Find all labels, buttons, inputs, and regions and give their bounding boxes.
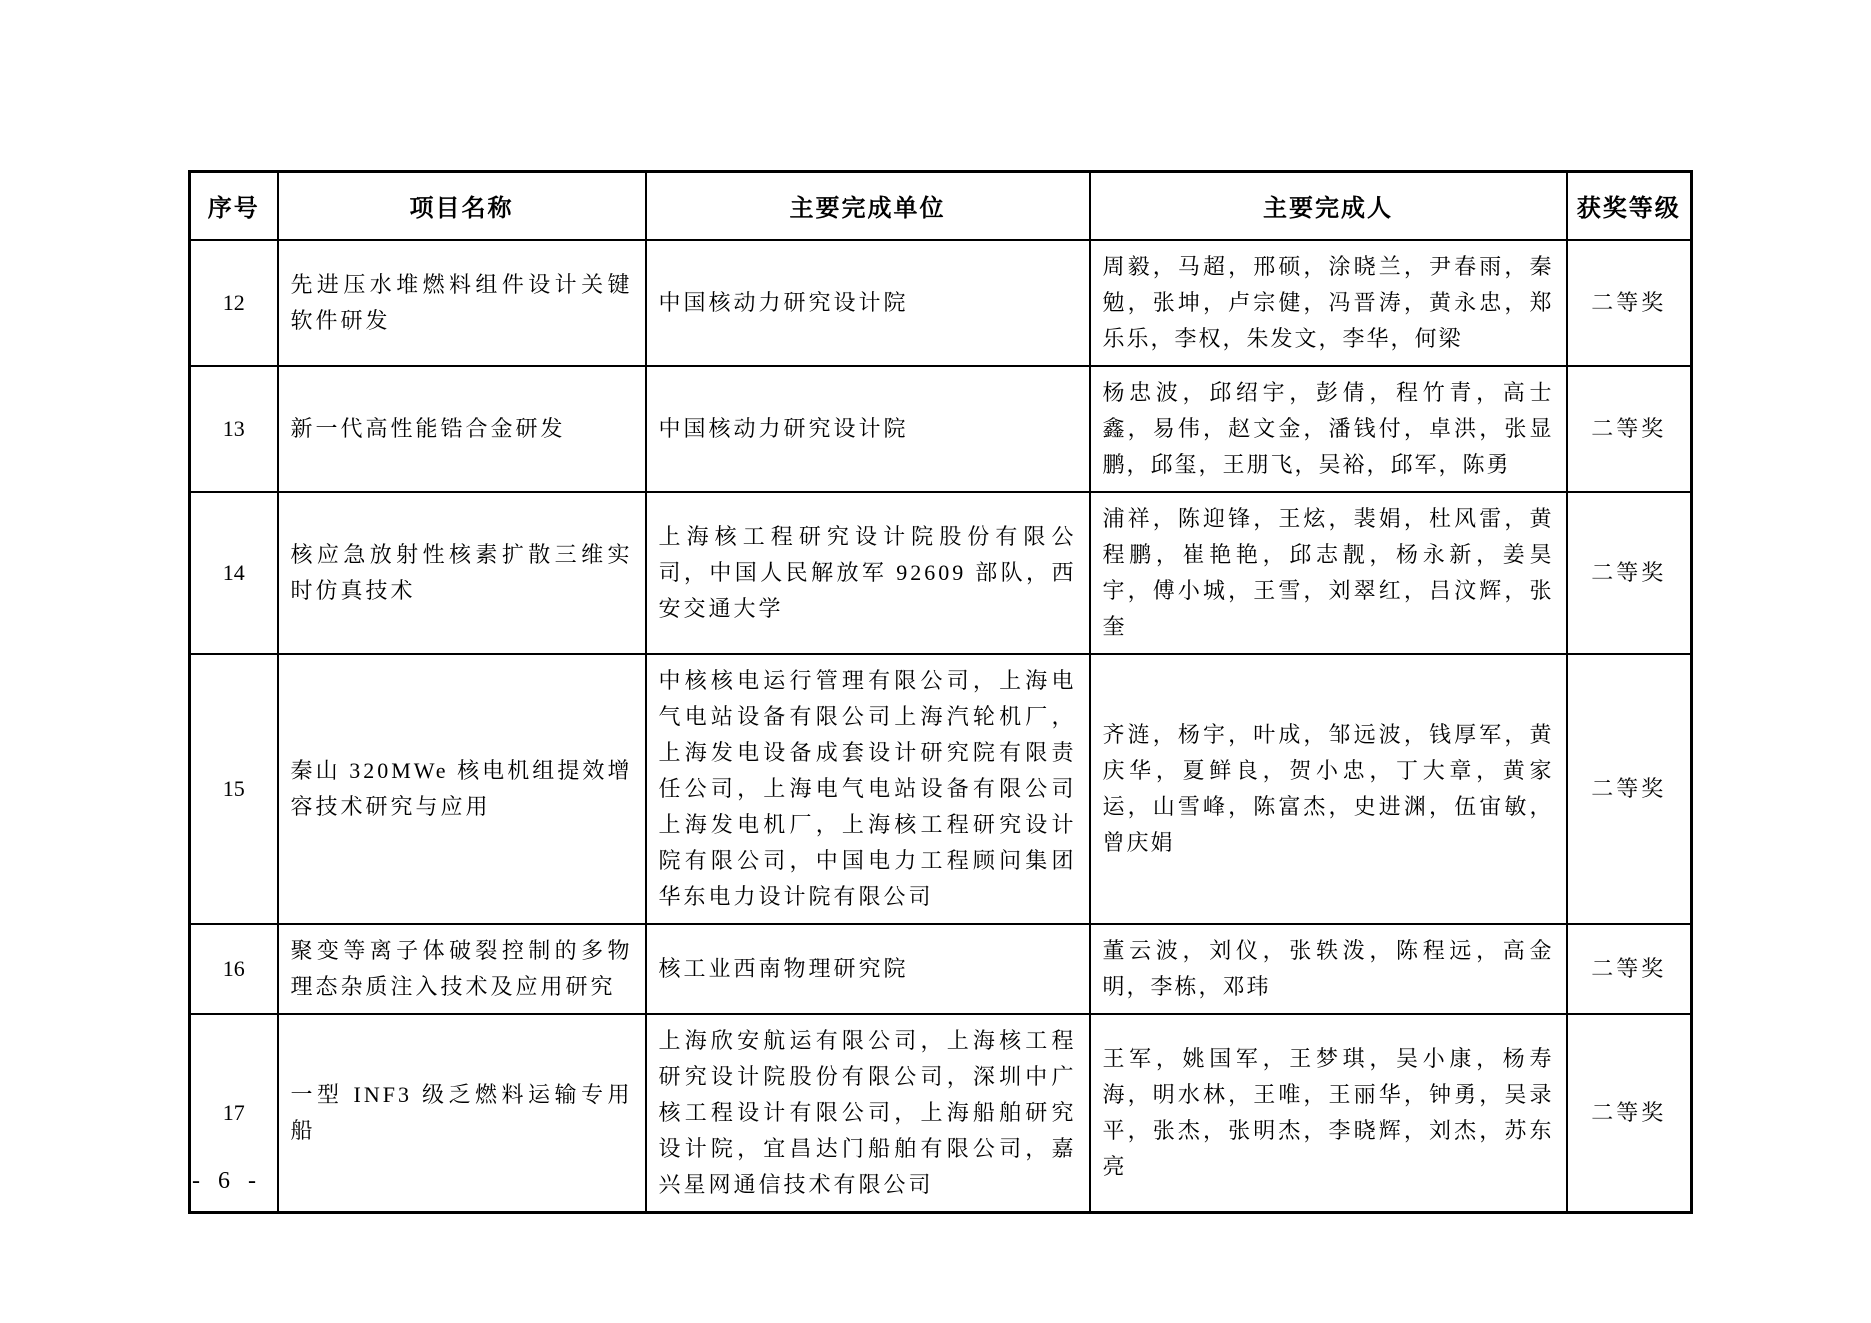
column-header-award-level: 获奖等级 bbox=[1567, 172, 1692, 240]
cell-project-name: 一型 INF3 级乏燃料运输专用船 bbox=[278, 1014, 646, 1213]
column-header-main-contributors: 主要完成人 bbox=[1090, 172, 1567, 240]
table-row bbox=[190, 240, 1692, 366]
cell-serial-number: 14 bbox=[190, 492, 278, 654]
cell-award-level: 二等奖 bbox=[1567, 366, 1692, 492]
cell-main-contributors: 周毅，马超，邢硕，涂晓兰，尹春雨，秦勉，张坤，卢宗健，冯晋涛，黄永忠，郑乐乐，李权，朱发文，李华，何梁 bbox=[1090, 240, 1567, 366]
table-row bbox=[190, 1014, 1692, 1213]
cell-serial-number: 15 bbox=[190, 654, 278, 924]
page-number: - 6 - bbox=[192, 1168, 262, 1194]
cell-main-units: 核工业西南物理研究院 bbox=[646, 924, 1090, 1014]
cell-main-units: 中核核电运行管理有限公司，上海电气电站设备有限公司上海汽轮机厂，上海发电设备成套设计研究院有限责任公司，上海电气电站设备有限公司上海发电机厂，上海核工程研究设计院有限公司，中国电力工程顾问集团华东电力设计院有限公司 bbox=[646, 654, 1090, 924]
cell-award-level: 二等奖 bbox=[1567, 654, 1692, 924]
awards-table bbox=[188, 170, 1693, 1214]
cell-main-units: 中国核动力研究设计院 bbox=[646, 240, 1090, 366]
cell-project-name: 先进压水堆燃料组件设计关键软件研发 bbox=[278, 240, 646, 366]
table-row bbox=[190, 654, 1692, 924]
cell-main-units: 上海欣安航运有限公司，上海核工程研究设计院股份有限公司，深圳中广核工程设计有限公司，上海船舶研究设计院，宜昌达门船舶有限公司，嘉兴星网通信技术有限公司 bbox=[646, 1014, 1090, 1213]
cell-award-level: 二等奖 bbox=[1567, 240, 1692, 366]
cell-serial-number: 17 bbox=[190, 1014, 278, 1213]
cell-main-units: 上海核工程研究设计院股份有限公司，中国人民解放军 92609 部队，西安交通大学 bbox=[646, 492, 1090, 654]
column-header-main-units: 主要完成单位 bbox=[646, 172, 1090, 240]
cell-main-contributors: 董云波，刘仪，张轶泼，陈程远，高金明，李栋，邓玮 bbox=[1090, 924, 1567, 1014]
table-header-row bbox=[190, 172, 1692, 240]
cell-project-name: 聚变等离子体破裂控制的多物理态杂质注入技术及应用研究 bbox=[278, 924, 646, 1014]
cell-main-contributors: 浦祥，陈迎锋，王炫，裴娟，杜风雷，黄程鹏，崔艳艳，邱志靓，杨永新，姜昊宇，傅小城，王雪，刘翠红，吕汶辉，张奎 bbox=[1090, 492, 1567, 654]
table-row bbox=[190, 492, 1692, 654]
cell-project-name: 新一代高性能锆合金研发 bbox=[278, 366, 646, 492]
cell-serial-number: 13 bbox=[190, 366, 278, 492]
column-header-project-name: 项目名称 bbox=[278, 172, 646, 240]
table-row bbox=[190, 366, 1692, 492]
cell-award-level: 二等奖 bbox=[1567, 924, 1692, 1014]
cell-main-contributors: 杨忠波，邱绍宇，彭倩，程竹青，高士鑫，易伟，赵文金，潘钱付，卓洪，张显鹏，邱玺，王朋飞，吴裕，邱军，陈勇 bbox=[1090, 366, 1567, 492]
cell-main-contributors: 齐涟，杨宇，叶成，邹远波，钱厚军，黄庆华，夏鲜良，贺小忠，丁大章，黄家运，山雪峰，陈富杰，史进渊，伍宙敏，曾庆娟 bbox=[1090, 654, 1567, 924]
cell-main-contributors: 王军，姚国军，王梦琪，吴小康，杨寿海，明水林，王唯，王丽华，钟勇，吴录平，张杰，张明杰，李晓辉，刘杰，苏东亮 bbox=[1090, 1014, 1567, 1213]
cell-award-level: 二等奖 bbox=[1567, 1014, 1692, 1213]
table-row bbox=[190, 924, 1692, 1014]
cell-main-units: 中国核动力研究设计院 bbox=[646, 366, 1090, 492]
column-header-serial-number: 序号 bbox=[190, 172, 278, 240]
cell-serial-number: 16 bbox=[190, 924, 278, 1014]
cell-award-level: 二等奖 bbox=[1567, 492, 1692, 654]
cell-project-name: 秦山 320MWe 核电机组提效增容技术研究与应用 bbox=[278, 654, 646, 924]
cell-serial-number: 12 bbox=[190, 240, 278, 366]
cell-project-name: 核应急放射性核素扩散三维实时仿真技术 bbox=[278, 492, 646, 654]
